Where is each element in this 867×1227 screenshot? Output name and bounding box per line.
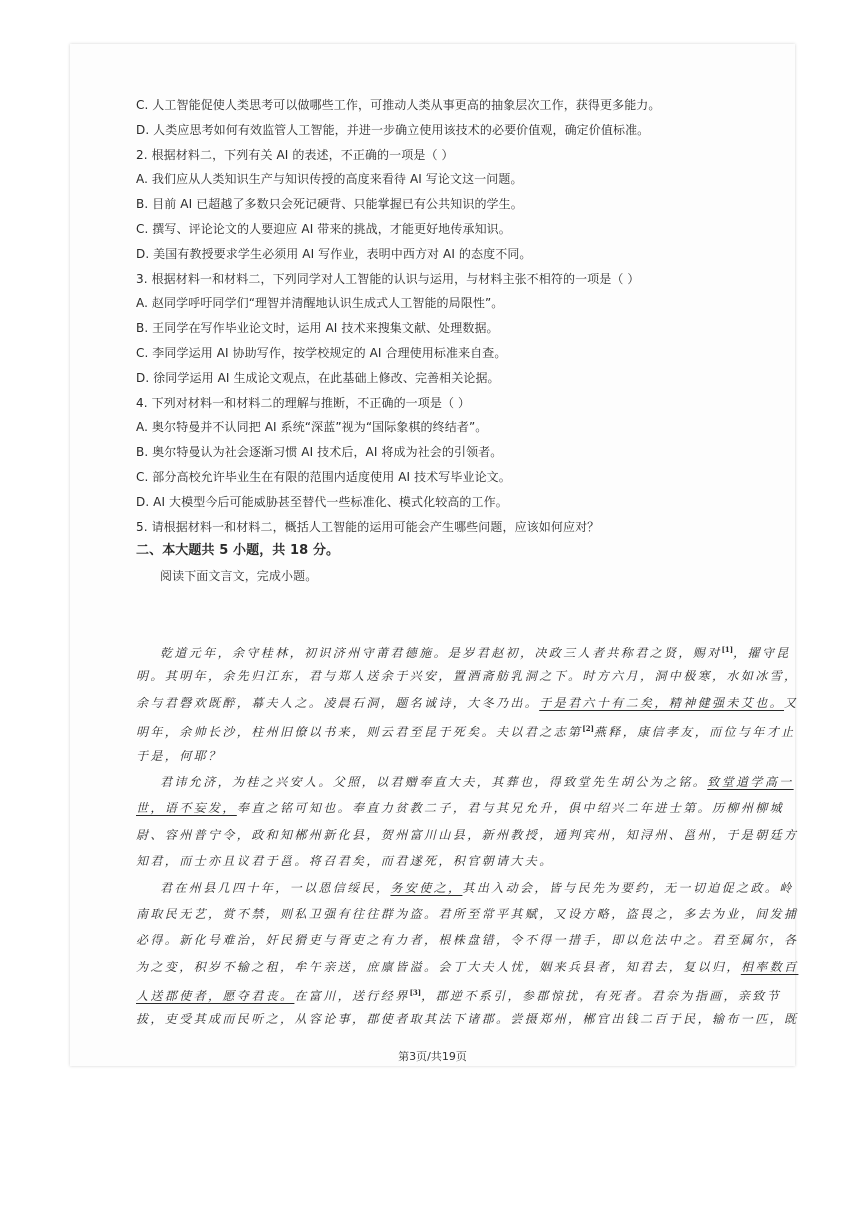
passage-line: 知君，而士亦且议君于邕。将召君矣，而君遂死，积官朝请大夫。 [136,854,554,869]
passage-line: 明。其明年，余先归江东，君与郑人送余于兴安，置酒斋舫乳洞之下。时方六月，洞中极寒，水如冰雪， [136,669,799,684]
footnote-marker: [3] [409,988,422,998]
option-c: C. 人工智能促使人类思考可以做哪些工作，可推动人类从事更高的抽象层次工作，获得更多能力。 [136,98,661,112]
passage-line: 拔，吏受其成而民听之，从容论事，郡使者取其法下诸郡。尝摄郑州，郴官出钱二百于民，输布一匹，既 [136,1012,799,1027]
passage-line: 余与君磬欢既醉，幕夫人之。凌晨石洞，题名诚诗，大冬乃出。于是君六十有二矣，精神健强未艾也。又 [136,695,799,710]
question-3-option-c: C. 李同学运用 AI 协助写作，按学校规定的 AI 合理使用标准来自查。 [136,345,507,360]
section-heading: 二、本大题共 5 小题，共 18 分。 [136,543,340,559]
underlined-sentence: 致堂道学高一 [707,774,794,789]
option-d: D. 人类应思考如何有效监管人工智能，并进一步确立使用该技术的必要价值观，确定价值标准。 [136,122,650,137]
underlined-sentence: 相率数百 [740,959,799,974]
underlined-sentence: 于是君六十有二矣，精神健强未艾也。 [539,695,785,710]
passage-line: 为之变，积岁不输之租，牟午亲送，庶廪皆溢。会丁大夫人忧，姻来兵县者，知君去，复以归，相率数百 [136,959,799,974]
underlined-sentence: 人送郡使者，愿夺君丧。 [136,989,295,1004]
passage-line: 南取民无艺，赏不禁，则私卫强有往往群为盗。君所至常平其赋，又设方略，盗畏之，多去为业，间发捕 [136,906,799,921]
question-2-option-b: B. 目前 AI 已超越了多数只会死记硬背、只能掌握已有公共知识的学生。 [136,197,523,212]
question-4: 4. 下列对材料一和材料二的理解与推断，不正确的一项是（ ） [136,395,471,410]
footnote-marker: [2] [582,724,594,734]
question-3-option-b: B. 王同学在写作毕业论文时，运用 AI 技术来搜集文献、处理数据。 [136,321,499,336]
passage-line: 明年，余帅长沙，柱州旧僚以书来，则云君至昆于死矣。夫以君之志第[2]燕释，康信孝友，而位与年才止 [136,724,796,740]
question-4-option-d: D. AI 大模型今后可能威胁甚至替代一些标准化、模式化较高的工作。 [136,494,508,509]
passage-line: 君讳允济，为桂之兴安人。父照，以君赠奉直大夫，其葬也，得致堂先生胡公为之铭。致堂道学高一 [160,774,794,789]
question-4-option-c: C. 部分高校允许毕业生在有限的范围内适度使用 AI 技术写毕业论文。 [136,469,511,484]
underlined-sentence: 世，语不妄发， [136,801,237,816]
question-3-option-a: A. 赵同学呼吁同学们“理智并清醒地认识生成式人工智能的局限性”。 [136,296,504,311]
classical-passage [136,637,799,1033]
question-3: 3. 根据材料一和材料二，下列同学对人工智能的认识与运用，与材料主张不相符的一项是（ ） [136,271,640,286]
page-number: 第3页/共19页 [398,1050,467,1063]
passage-line: 乾道元年，余守桂林，初识济州守莆君德施。是岁君赵初，决政三人者共称君之贤，赐对[1]，擢守昆 [160,645,791,660]
question-2-option-c: C. 撰写、评论论文的人要迎应 AI 带来的挑战，才能更好地传承知识。 [136,221,511,236]
passage-instruction: 阅读下面文言文，完成小题。 [160,569,318,584]
passage-line: 君在州县几四十年，一以恩信绥民，务安使之，其出入动会，皆与民先为要约，无一切迫促之政。岭 [160,880,794,895]
questions-block [136,93,776,589]
question-2-option-a: A. 我们应从人类知识生产与知识传授的高度来看待 AI 写论文这一问题。 [136,172,523,187]
underlined-phrase: 务安使之， [390,880,463,895]
question-2: 2. 根据材料二，下列有关 AI 的表述，不正确的一项是（ ） [136,147,454,162]
document-page [70,44,799,1066]
passage-line: 于是，何耶？ [136,748,223,763]
question-4-option-b: B. 奥尔特曼认为社会逐渐习惯 AI 技术后，AI 将成为社会的引领者。 [136,445,503,460]
passage-line: 人送郡使者，愿夺君丧。在富川，送行经界[3]，郡逆不系引，参郡惊扰，有死者。君奈为指画，亲致节 [136,988,782,1004]
passage-line: 世，语不妄发，奉直之铭可知也。奉直力贫教二子，君与其兄允升，俱中绍兴二年进士第。历柳州柳城 [136,801,785,816]
footnote-marker: [1] [721,645,734,654]
passage-line: 尉、容州普宁令，政和知郴州新化县，贺州富川山县，新州教授，通判宾州，知浔州、邕州，于是朝廷方 [136,827,799,842]
question-4-option-a: A. 奥尔特曼并不认同把 AI 系统“深蓝”视为“国际象棋的终结者”。 [136,420,488,435]
question-5: 5. 请根据材料一和材料二，概括人工智能的运用可能会产生哪些问题，应该如何应对？ [136,519,600,534]
question-2-option-d: D. 美国有教授要求学生必须用 AI 写作业，表明中西方对 AI 的态度不同。 [136,246,532,261]
question-3-option-d: D. 徐同学运用 AI 生成论文观点，在此基础上修改、完善相关论据。 [136,370,500,385]
passage-line: 必得。新化号难治，奸民猾吏与胥吏之有力者，根株盘错，令不得一措手，即以危法中之。君至属尔，各 [136,933,799,948]
